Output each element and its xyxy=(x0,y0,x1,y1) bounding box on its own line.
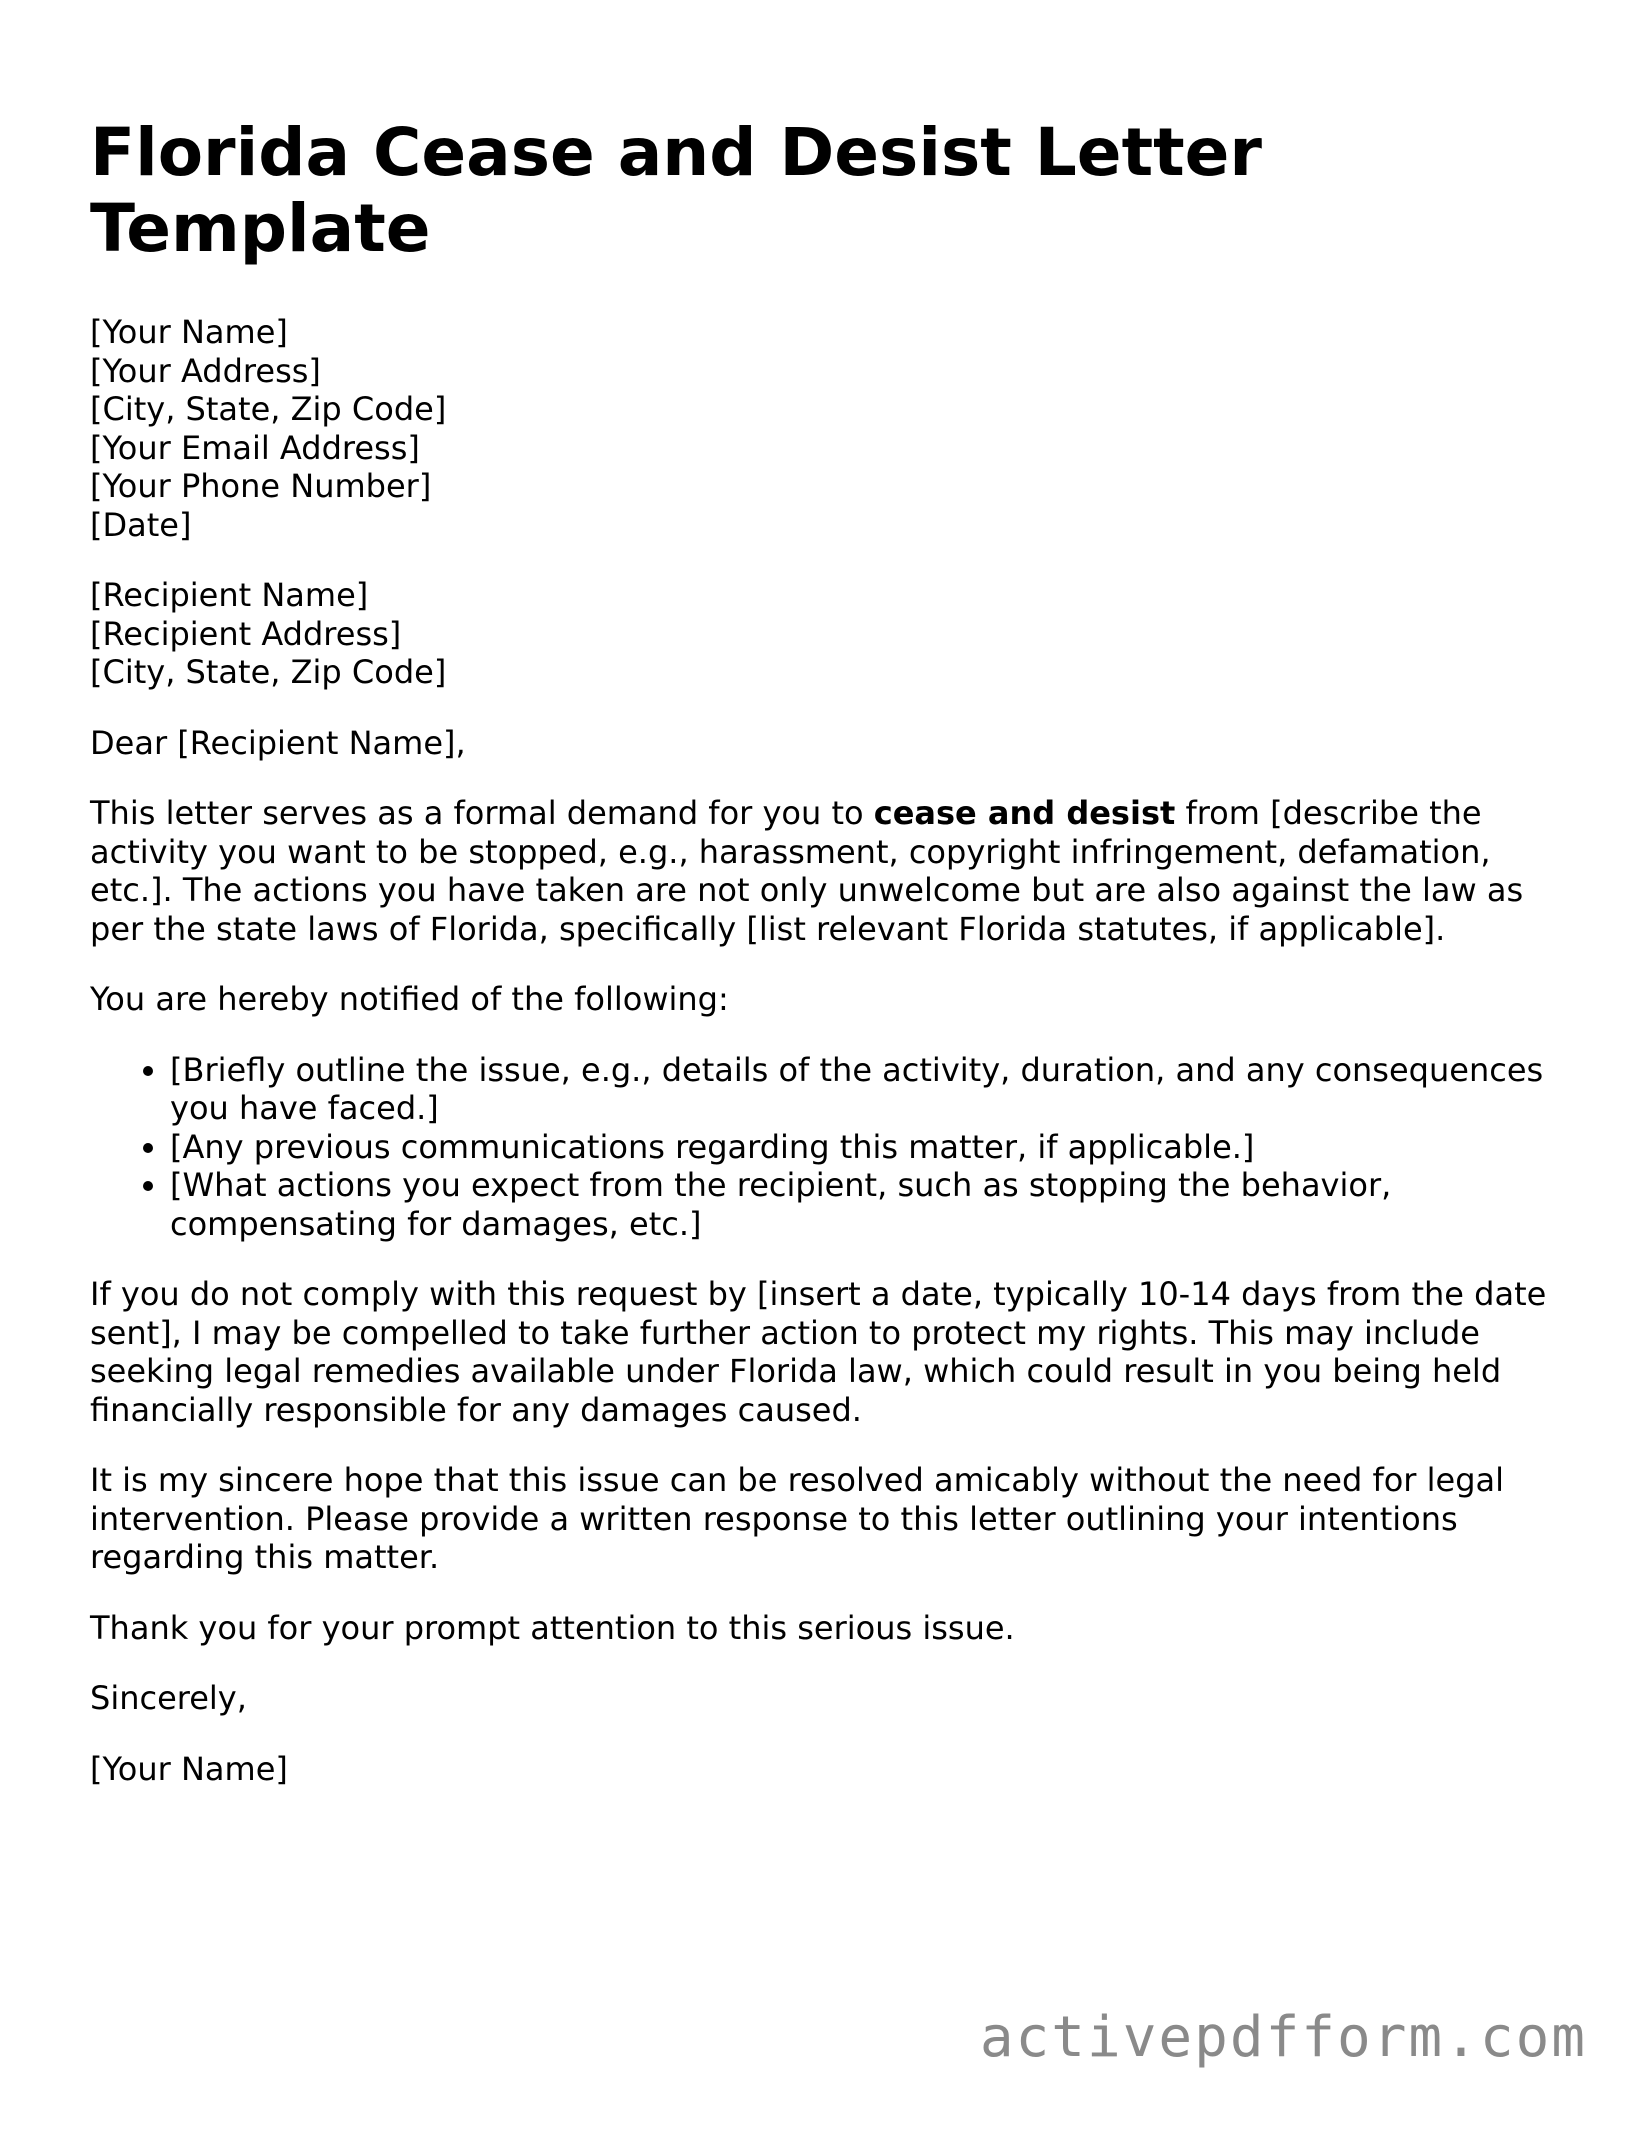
signature: [Your Name] xyxy=(90,1749,288,1788)
sender-email: [Your Email Address] xyxy=(90,428,420,467)
list-item: • [Any previous communications regarding this matter, if applicable.] xyxy=(170,1128,1560,1167)
letter-body xyxy=(90,313,1560,1820)
salutation: Dear [Recipient Name], xyxy=(90,723,466,762)
intro-before: This letter serves as a formal demand for you to xyxy=(90,794,874,832)
consequence-paragraph: If you do not comply with this request by [insert a date, typically 10-14 days from the date sent], I may be compelled to take further action to protect my rights. This may include seeking legal remedies available under Florida law, which could result in you being held financially responsible for any damages caused. xyxy=(90,1275,1547,1429)
page-title: Florida Cease and Desist Letter Template xyxy=(90,114,1262,267)
list-item: • [Briefly outline the issue, e.g., details of the activity, duration, and any consequences you have faced.] xyxy=(170,1051,1560,1128)
notice-list xyxy=(90,1051,1560,1244)
notice-heading: You are hereby notified of the following: xyxy=(90,980,729,1018)
intro-emphasis: cease and desist xyxy=(873,794,1176,832)
closing: Sincerely, xyxy=(90,1679,247,1717)
sender-name: [Your Name] xyxy=(90,313,288,351)
thanks-paragraph: Thank you for your prompt attention to this serious issue. xyxy=(90,1608,1015,1647)
intro-after: from [describe the activity you want to be stopped, e.g., harassment, copyright infringement, defamation, etc.]. The actions you have taken are not only unwelcome but are also against the law as per the state laws of Florida, specifically [list relevant Florida statutes, if applicable]. xyxy=(90,794,1524,948)
sender-city-state-zip: [City, State, Zip Code] xyxy=(90,390,447,428)
sender-block xyxy=(90,313,1560,544)
sender-date: [Date] xyxy=(90,505,192,544)
watermark: activepdfform.com xyxy=(979,2005,1587,2070)
sender-address: [Your Address] xyxy=(90,351,321,390)
sender-phone: [Your Phone Number] xyxy=(90,467,432,505)
recipient-block xyxy=(90,576,1560,692)
recipient-city-state-zip: [City, State, Zip Code] xyxy=(90,653,447,691)
list-item: • [What actions you expect from the recipient, such as stopping the behavior, compensating for damages, etc.] xyxy=(170,1166,1560,1243)
hope-paragraph: It is my sincere hope that this issue can be resolved amicably without the need for legal intervention. Please provide a written response to this letter outlining your intentions regarding this matter. xyxy=(90,1461,1504,1576)
recipient-name: [Recipient Name] xyxy=(90,576,369,614)
recipient-address: [Recipient Address] xyxy=(90,614,402,653)
intro-paragraph xyxy=(90,794,1560,948)
